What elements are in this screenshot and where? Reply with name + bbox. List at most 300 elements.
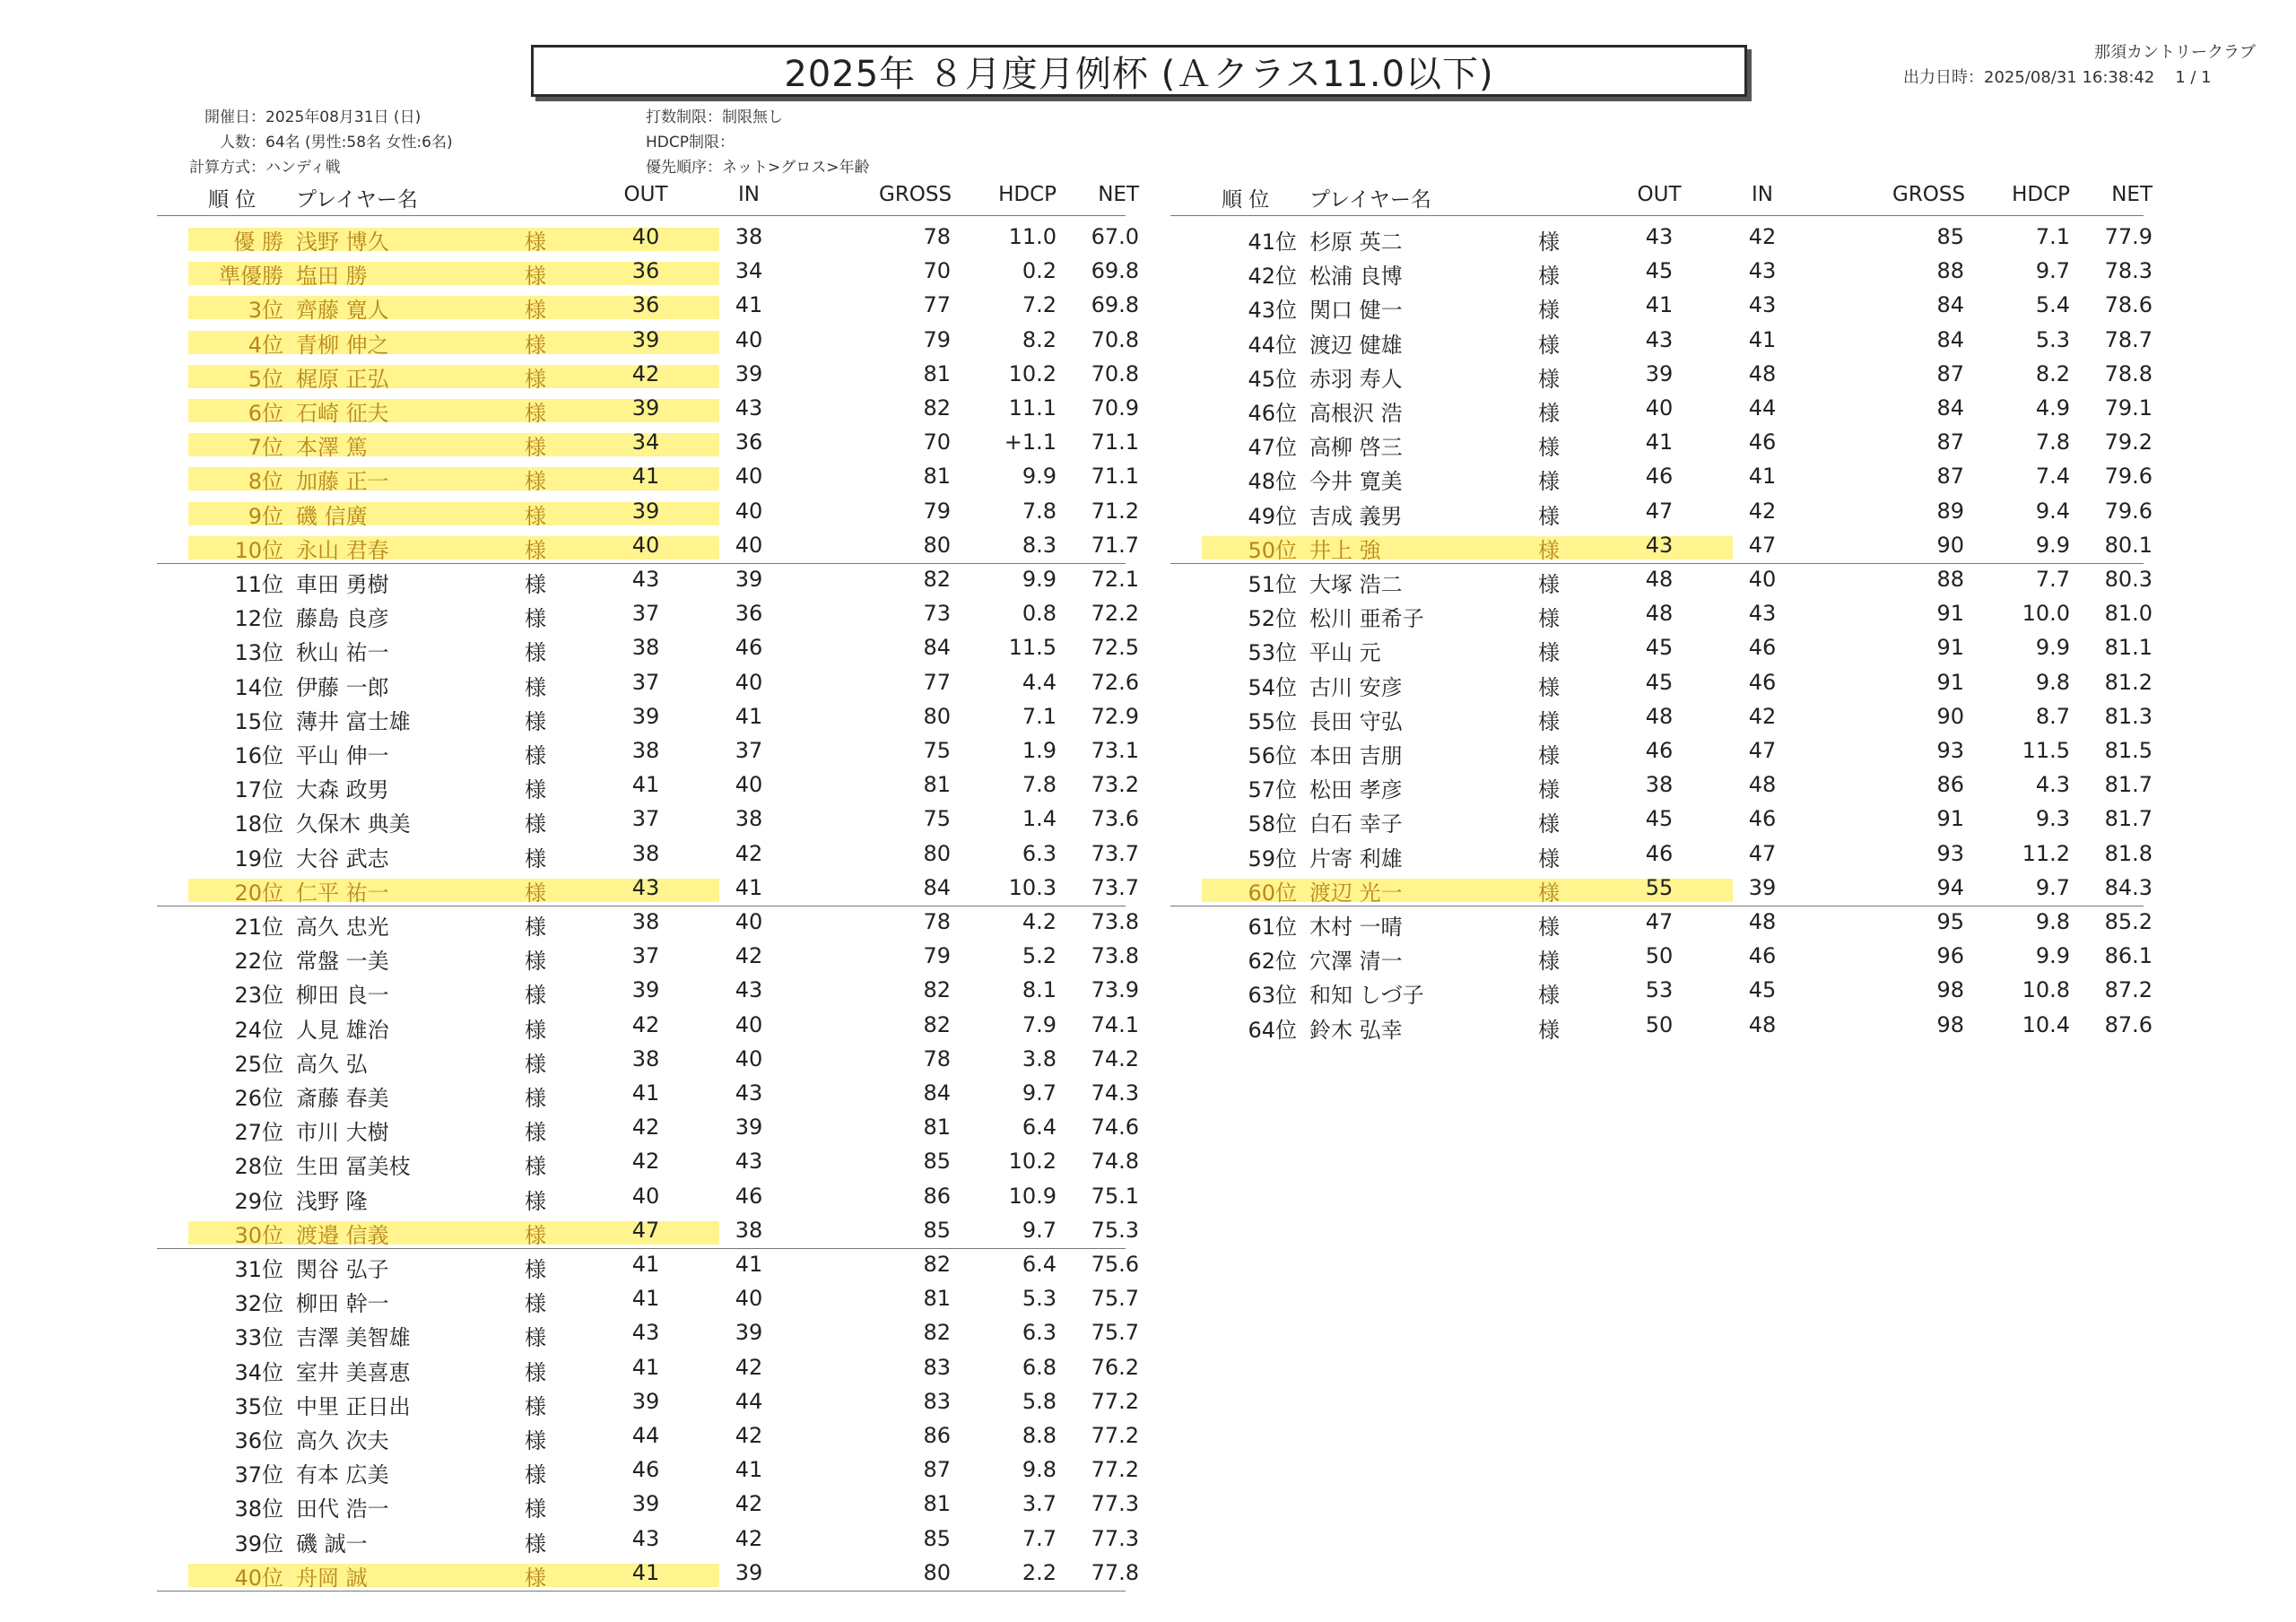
net-score-cell: 76.2: [1091, 1355, 1139, 1380]
meta-value: 64名 (男性:58名 女性:6名): [265, 134, 453, 152]
honorific-cell: 様: [1538, 538, 1560, 563]
out-score-cell: 50: [1645, 943, 1674, 968]
player-name-cell: 杉原 英二: [1309, 230, 1403, 255]
net-score-cell: 70.8: [1091, 361, 1139, 386]
honorific-cell: 様: [1538, 298, 1560, 323]
in-score-cell: 43: [735, 1149, 763, 1174]
honorific-cell: 様: [1538, 367, 1560, 392]
header-in: IN: [1752, 183, 1773, 206]
net-score-cell: 81.2: [2104, 670, 2152, 695]
honorific-cell: 様: [525, 1325, 546, 1350]
rank-cell: 39位: [234, 1531, 283, 1557]
table-row: [1175, 700, 2161, 734]
player-name-cell: 井上 強: [1309, 538, 1381, 563]
out-score-cell: 41: [631, 1560, 660, 1585]
net-score-cell: 69.8: [1091, 292, 1139, 317]
table-row: [161, 631, 1148, 665]
net-score-cell: 78.3: [2104, 258, 2152, 283]
out-score-cell: 38: [631, 738, 660, 763]
rank-cell: 63位: [1248, 983, 1297, 1008]
out-score-cell: 40: [631, 533, 660, 558]
in-score-cell: 41: [735, 1252, 763, 1277]
out-score-cell: 38: [1645, 772, 1674, 797]
table-row: [161, 289, 1148, 323]
net-score-cell: 71.7: [1091, 533, 1139, 558]
out-score-cell: 55: [1645, 875, 1674, 900]
net-score-cell: 77.2: [1091, 1423, 1139, 1448]
table-row: [1175, 255, 2161, 289]
gross-score-cell: 85: [923, 1218, 951, 1243]
hdcp-cell: 10.4: [2022, 1012, 2070, 1037]
hdcp-cell: 7.7: [2035, 567, 2070, 592]
hdcp-cell: 9.7: [1022, 1080, 1057, 1106]
honorific-cell: 様: [525, 1566, 546, 1591]
player-name-cell: 吉澤 美智雄: [296, 1325, 411, 1350]
header-rank: 順 位: [1222, 188, 1270, 212]
rank-cell: 16位: [234, 743, 283, 768]
in-score-cell: 41: [735, 704, 763, 729]
in-score-cell: 41: [1748, 464, 1777, 489]
honorific-cell: 様: [525, 811, 546, 837]
in-score-cell: 36: [735, 601, 763, 626]
net-score-cell: 79.6: [2104, 464, 2152, 489]
gross-score-cell: 82: [923, 977, 951, 1002]
net-score-cell: 73.1: [1091, 738, 1139, 763]
rank-cell: 43位: [1248, 298, 1297, 323]
rank-cell: 44位: [1248, 333, 1297, 358]
in-score-cell: 46: [1748, 806, 1777, 831]
net-score-cell: 75.7: [1091, 1286, 1139, 1311]
out-score-cell: 46: [631, 1457, 660, 1482]
gross-score-cell: 80: [923, 704, 951, 729]
honorific-cell: 様: [1538, 1018, 1560, 1043]
header-net: NET: [2111, 183, 2152, 206]
table-row: [161, 837, 1148, 872]
gross-score-cell: 91: [1936, 635, 1964, 660]
hdcp-cell: 7.1: [2035, 224, 2070, 249]
honorific-cell: 様: [1538, 469, 1560, 494]
right-table-header: [1175, 179, 2161, 213]
out-score-cell: 43: [1645, 533, 1674, 558]
net-score-cell: 74.8: [1091, 1149, 1139, 1174]
out-score-cell: 39: [631, 1491, 660, 1516]
in-score-cell: 41: [1748, 327, 1777, 352]
player-name-cell: 松川 亜希子: [1309, 606, 1424, 631]
hdcp-cell: 11.1: [1008, 395, 1057, 421]
hdcp-cell: 9.9: [1022, 464, 1057, 489]
honorific-cell: 様: [525, 606, 546, 631]
out-score-cell: 39: [631, 499, 660, 524]
out-score-cell: 37: [631, 670, 660, 695]
out-score-cell: 47: [631, 1218, 660, 1243]
table-row: [161, 1077, 1148, 1111]
player-name-cell: 平山 元: [1309, 640, 1381, 665]
hdcp-cell: 7.7: [1022, 1526, 1057, 1551]
hdcp-cell: 9.9: [2035, 943, 2070, 968]
out-score-cell: 38: [631, 1046, 660, 1071]
honorific-cell: 様: [1538, 743, 1560, 768]
out-score-cell: 41: [1645, 292, 1674, 317]
player-name-cell: 浅野 隆: [296, 1189, 368, 1214]
table-row: [161, 597, 1148, 631]
honorific-cell: 様: [525, 1086, 546, 1111]
out-score-cell: 36: [631, 292, 660, 317]
player-name-cell: 高根沢 浩: [1309, 401, 1403, 426]
table-row: [161, 324, 1148, 358]
rank-cell: 40位: [234, 1566, 283, 1591]
honorific-cell: 様: [525, 1120, 546, 1145]
gross-score-cell: 84: [1936, 327, 1964, 352]
net-score-cell: 73.8: [1091, 909, 1139, 934]
table-row: [1175, 1009, 2161, 1043]
gross-score-cell: 79: [923, 499, 951, 524]
meta-key: 人数：: [220, 134, 265, 152]
out-score-cell: 48: [1645, 567, 1674, 592]
header-gross: GROSS: [1892, 183, 1966, 206]
in-score-cell: 48: [1748, 361, 1777, 386]
rank-cell: 59位: [1248, 846, 1297, 872]
table-row: [161, 1180, 1148, 1214]
rank-cell: 11位: [234, 572, 283, 597]
left-table-header: [161, 179, 1148, 213]
out-score-cell: 39: [1645, 361, 1674, 386]
hdcp-cell: 3.8: [1022, 1046, 1057, 1071]
out-score-cell: 38: [631, 841, 660, 866]
in-score-cell: 40: [735, 670, 763, 695]
hdcp-cell: 4.4: [1022, 670, 1057, 695]
honorific-cell: 様: [1538, 880, 1560, 906]
hdcp-cell: 4.2: [1022, 909, 1057, 934]
gross-score-cell: 83: [923, 1355, 951, 1380]
honorific-cell: 様: [525, 469, 546, 494]
table-row: [161, 221, 1148, 255]
hdcp-cell: 5.3: [2035, 327, 2070, 352]
in-score-cell: 38: [735, 806, 763, 831]
table-row: [1175, 666, 2161, 700]
gross-score-cell: 81: [923, 772, 951, 797]
honorific-cell: 様: [525, 538, 546, 563]
out-score-cell: 39: [631, 395, 660, 421]
meta-hdcp-limit: [646, 129, 735, 152]
gross-score-cell: 95: [1936, 909, 1964, 934]
hdcp-cell: 9.9: [2035, 635, 2070, 660]
hdcp-cell: 7.9: [1022, 1012, 1057, 1037]
honorific-cell: 様: [525, 880, 546, 906]
hdcp-cell: 4.9: [2035, 395, 2070, 421]
player-name-cell: 今井 寛美: [1309, 469, 1403, 494]
rank-cell: 25位: [234, 1052, 283, 1077]
player-name-cell: 石崎 征夫: [296, 401, 389, 426]
hdcp-cell: 9.7: [1022, 1218, 1057, 1243]
gross-score-cell: 91: [1936, 806, 1964, 831]
gross-score-cell: 81: [923, 1491, 951, 1516]
header-hdcp: HDCP: [998, 183, 1057, 206]
in-score-cell: 44: [735, 1389, 763, 1414]
out-score-cell: 36: [631, 258, 660, 283]
honorific-cell: 様: [525, 572, 546, 597]
player-name-cell: 伊藤 一郎: [296, 675, 389, 700]
player-name-cell: 木村 一晴: [1309, 915, 1403, 940]
hdcp-cell: 5.4: [2035, 292, 2070, 317]
out-score-cell: 39: [631, 1389, 660, 1414]
table-row: [161, 940, 1148, 974]
table-row: [1175, 563, 2161, 597]
header-net: NET: [1098, 183, 1139, 206]
in-score-cell: 39: [735, 567, 763, 592]
net-score-cell: 74.1: [1091, 1012, 1139, 1037]
honorific-cell: 様: [525, 743, 546, 768]
out-score-cell: 34: [631, 429, 660, 455]
out-score-cell: 46: [1645, 464, 1674, 489]
out-score-cell: 37: [631, 601, 660, 626]
rank-cell: 9位: [248, 504, 283, 529]
gross-score-cell: 91: [1936, 601, 1964, 626]
gross-score-cell: 85: [923, 1149, 951, 1174]
honorific-cell: 様: [525, 675, 546, 700]
rank-cell: 58位: [1248, 811, 1297, 837]
in-score-cell: 42: [735, 1491, 763, 1516]
rank-cell: 30位: [234, 1223, 283, 1248]
out-score-cell: 40: [1645, 395, 1674, 421]
net-score-cell: 81.0: [2104, 601, 2152, 626]
honorific-cell: 様: [525, 709, 546, 734]
player-name-cell: 永山 君春: [296, 538, 389, 563]
net-score-cell: 74.6: [1091, 1115, 1139, 1140]
gross-score-cell: 81: [923, 464, 951, 489]
rank-cell: 49位: [1248, 504, 1297, 529]
table-row: [161, 1385, 1148, 1419]
in-score-cell: 36: [735, 429, 763, 455]
table-row: [161, 906, 1148, 940]
in-score-cell: 41: [735, 875, 763, 900]
hdcp-cell: 7.1: [1022, 704, 1057, 729]
out-score-cell: 41: [631, 772, 660, 797]
honorific-cell: 様: [1538, 264, 1560, 289]
hdcp-cell: 6.4: [1022, 1252, 1057, 1277]
rank-cell: 22位: [234, 949, 283, 974]
rank-cell: 56位: [1248, 743, 1297, 768]
net-score-cell: 80.3: [2104, 567, 2152, 592]
honorific-cell: 様: [525, 230, 546, 255]
net-score-cell: 87.2: [2104, 977, 2152, 1002]
in-score-cell: 39: [1748, 875, 1777, 900]
player-name-cell: 薄井 富士雄: [296, 709, 411, 734]
player-name-cell: 関谷 弘子: [296, 1257, 389, 1282]
gross-score-cell: 79: [923, 327, 951, 352]
table-row: [1175, 837, 2161, 872]
rank-cell: 7位: [248, 435, 283, 460]
player-name-cell: 長田 守弘: [1309, 709, 1403, 734]
hdcp-cell: 7.8: [1022, 499, 1057, 524]
out-score-cell: 41: [631, 1252, 660, 1277]
table-row: [1175, 324, 2161, 358]
rank-cell: 54位: [1248, 675, 1297, 700]
in-score-cell: 40: [1748, 567, 1777, 592]
net-score-cell: 77.9: [2104, 224, 2152, 249]
player-name-cell: 中里 正日出: [296, 1394, 411, 1419]
gross-score-cell: 90: [1936, 704, 1964, 729]
in-score-cell: 46: [1748, 635, 1777, 660]
hdcp-cell: 4.3: [2035, 772, 2070, 797]
gross-score-cell: 82: [923, 567, 951, 592]
net-score-cell: 70.8: [1091, 327, 1139, 352]
player-name-cell: 斎藤 春美: [296, 1086, 389, 1111]
rank-cell: 6位: [248, 401, 283, 426]
output-datetime: 出力日時：2025/08/31 16:38:42 1 / 1: [1903, 68, 2212, 87]
table-row: [1175, 221, 2161, 255]
hdcp-cell: 8.1: [1022, 977, 1057, 1002]
gross-score-cell: 82: [923, 1320, 951, 1345]
in-score-cell: 41: [735, 292, 763, 317]
header-separator: [1170, 215, 2144, 216]
out-score-cell: 37: [631, 806, 660, 831]
rank-cell: 17位: [234, 777, 283, 802]
gross-score-cell: 81: [923, 1115, 951, 1140]
player-name-cell: 室井 美喜恵: [296, 1360, 411, 1385]
hdcp-cell: 7.8: [2035, 429, 2070, 455]
net-score-cell: 87.6: [2104, 1012, 2152, 1037]
hdcp-cell: 2.2: [1022, 1560, 1057, 1585]
table-row: [161, 974, 1148, 1008]
net-score-cell: 72.2: [1091, 601, 1139, 626]
hdcp-cell: 11.2: [2022, 841, 2070, 866]
gross-score-cell: 81: [923, 361, 951, 386]
honorific-cell: 様: [525, 264, 546, 289]
in-score-cell: 43: [735, 1080, 763, 1106]
header-player-name: プレイヤー名: [296, 188, 418, 212]
net-score-cell: 73.8: [1091, 943, 1139, 968]
out-score-cell: 43: [631, 567, 660, 592]
gross-score-cell: 87: [1936, 464, 1964, 489]
player-name-cell: 藤島 良彦: [296, 606, 389, 631]
in-score-cell: 40: [735, 1012, 763, 1037]
hdcp-cell: 8.3: [1022, 533, 1057, 558]
player-name-cell: 白石 幸子: [1309, 811, 1403, 837]
rank-cell: 35位: [234, 1394, 283, 1419]
group-separator: [157, 1591, 1126, 1592]
out-score-cell: 45: [1645, 806, 1674, 831]
in-score-cell: 40: [735, 464, 763, 489]
table-row: [161, 1453, 1148, 1488]
rank-cell: 55位: [1248, 709, 1297, 734]
honorific-cell: 様: [1538, 401, 1560, 426]
in-score-cell: 44: [1748, 395, 1777, 421]
net-score-cell: 75.7: [1091, 1320, 1139, 1345]
player-name-cell: 磯 信廣: [296, 504, 368, 529]
player-name-cell: 人見 雄治: [296, 1018, 389, 1043]
header-hdcp: HDCP: [2012, 183, 2070, 206]
player-name-cell: 赤羽 寿人: [1309, 367, 1403, 392]
hdcp-cell: 9.8: [2035, 670, 2070, 695]
meta-value: 2025年08月31日 (日): [265, 108, 422, 126]
in-score-cell: 46: [1748, 943, 1777, 968]
honorific-cell: 様: [525, 846, 546, 872]
net-score-cell: 75.6: [1091, 1252, 1139, 1277]
out-score-cell: 48: [1645, 704, 1674, 729]
rank-cell: 24位: [234, 1018, 283, 1043]
out-score-cell: 39: [631, 704, 660, 729]
in-score-cell: 42: [735, 1355, 763, 1380]
rank-cell: 3位: [248, 298, 283, 323]
net-score-cell: 77.2: [1091, 1457, 1139, 1482]
gross-score-cell: 86: [1936, 772, 1964, 797]
table-row: [161, 460, 1148, 494]
player-name-cell: 関口 健一: [1309, 298, 1403, 323]
in-score-cell: 40: [735, 772, 763, 797]
honorific-cell: 様: [525, 435, 546, 460]
hdcp-cell: 1.9: [1022, 738, 1057, 763]
honorific-cell: 様: [1538, 811, 1560, 837]
rank-cell: 20位: [234, 880, 283, 906]
table-row: [161, 872, 1148, 906]
player-name-cell: 渡辺 光一: [1309, 880, 1403, 906]
gross-score-cell: 70: [923, 429, 951, 455]
gross-score-cell: 88: [1936, 567, 1964, 592]
table-row: [161, 392, 1148, 426]
out-score-cell: 42: [631, 1012, 660, 1037]
in-score-cell: 39: [735, 1560, 763, 1585]
in-score-cell: 46: [1748, 670, 1777, 695]
player-name-cell: 片寄 利雄: [1309, 846, 1403, 872]
table-row: [161, 1043, 1148, 1077]
out-score-cell: 43: [631, 875, 660, 900]
meta-key: 計算方式：: [189, 159, 265, 177]
table-row: [1175, 940, 2161, 974]
table-row: [1175, 631, 2161, 665]
net-score-cell: 85.2: [2104, 909, 2152, 934]
table-row: [161, 1248, 1148, 1282]
rank-cell: 4位: [248, 333, 283, 358]
document-title: 2025年 ８月度月例杯 (Ａクラス11.0以下): [531, 45, 1747, 97]
table-row: [1175, 597, 2161, 631]
rank-cell: 37位: [234, 1462, 283, 1488]
player-name-cell: 高久 弘: [296, 1052, 368, 1077]
gross-score-cell: 89: [1936, 499, 1964, 524]
in-score-cell: 43: [1748, 258, 1777, 283]
rank-cell: 50位: [1248, 538, 1297, 563]
hdcp-cell: 11.5: [1008, 635, 1057, 660]
in-score-cell: 38: [735, 1218, 763, 1243]
hdcp-cell: 0.2: [1022, 258, 1057, 283]
player-name-cell: 平山 伸一: [296, 743, 389, 768]
hdcp-cell: 10.9: [1008, 1184, 1057, 1209]
in-score-cell: 40: [735, 533, 763, 558]
hdcp-cell: 9.7: [2035, 875, 2070, 900]
gross-score-cell: 94: [1936, 875, 1964, 900]
gross-score-cell: 87: [1936, 429, 1964, 455]
net-score-cell: 73.7: [1091, 875, 1139, 900]
hdcp-cell: 5.8: [1022, 1389, 1057, 1414]
in-score-cell: 39: [735, 1320, 763, 1345]
out-score-cell: 38: [631, 909, 660, 934]
net-score-cell: 86.1: [2104, 943, 2152, 968]
rank-cell: 15位: [234, 709, 283, 734]
honorific-cell: 様: [525, 1018, 546, 1043]
honorific-cell: 様: [1538, 675, 1560, 700]
table-row: [161, 666, 1148, 700]
in-score-cell: 48: [1748, 1012, 1777, 1037]
table-row: [161, 1214, 1148, 1248]
table-row: [1175, 392, 2161, 426]
net-score-cell: 79.6: [2104, 499, 2152, 524]
honorific-cell: 様: [525, 640, 546, 665]
honorific-cell: 様: [1538, 230, 1560, 255]
rank-cell: 61位: [1248, 915, 1297, 940]
honorific-cell: 様: [1538, 915, 1560, 940]
out-score-cell: 42: [631, 1149, 660, 1174]
gross-score-cell: 78: [923, 224, 951, 249]
honorific-cell: 様: [525, 983, 546, 1008]
